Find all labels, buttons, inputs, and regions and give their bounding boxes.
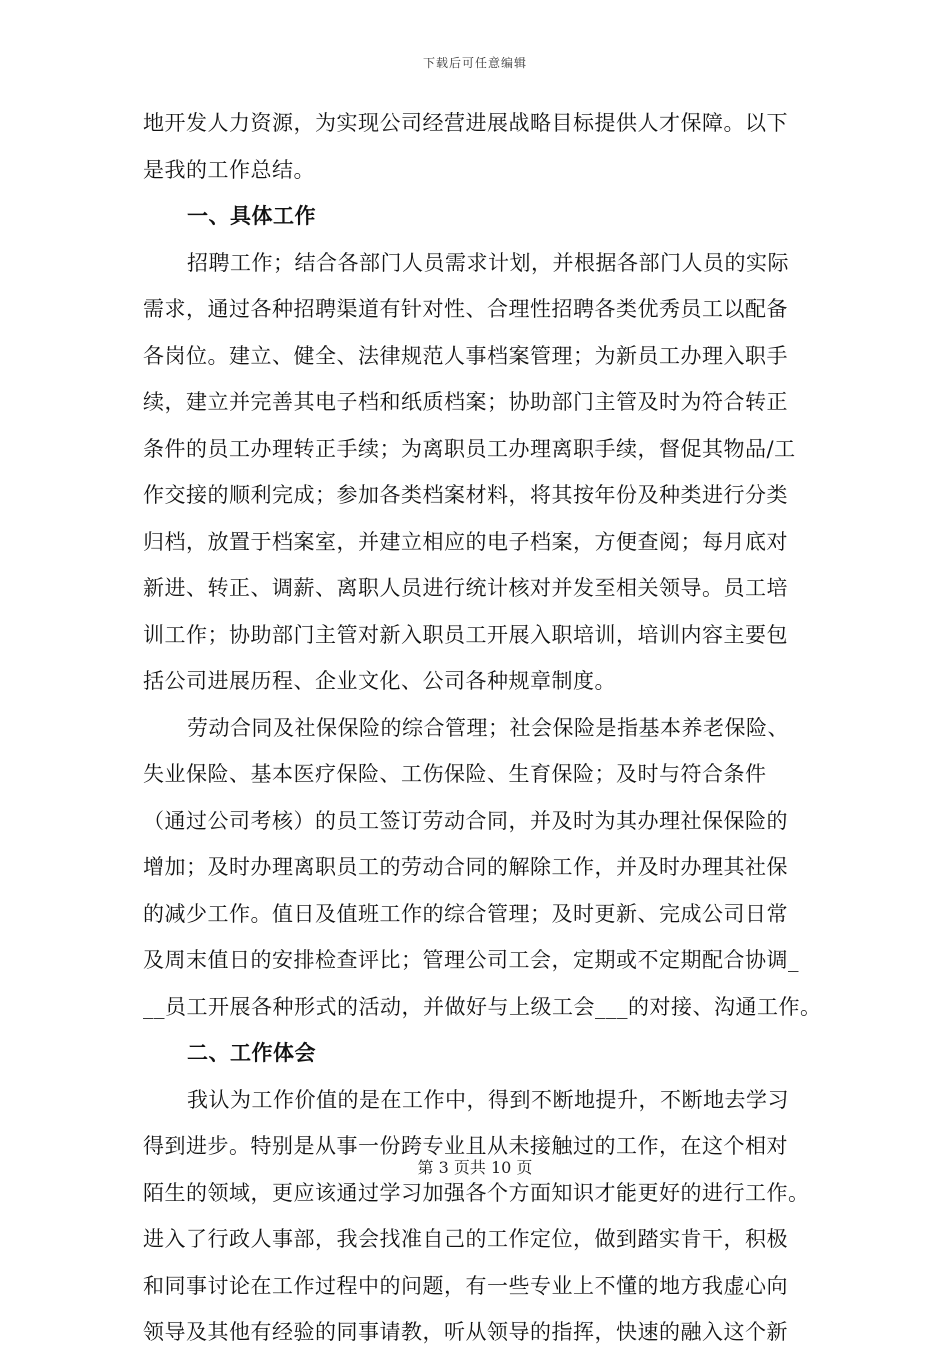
body-text-line: 失业保险、基本医疗保险、工伤保险、生育保险；及时与符合条件 <box>143 762 767 786</box>
body-text-line: 得到进步。特别是从事一份跨专业且从未接触过的工作，在这个相对 <box>143 1134 788 1158</box>
page-footer: 第 3 页共 10 页 <box>417 1158 533 1177</box>
body-text-line: 作交接的顺利完成；参加各类档案材料，将其按年份及种类进行分类 <box>143 483 788 507</box>
body-text-line: 括公司进展历程、企业文化、公司各种规章制度。 <box>143 669 616 693</box>
section-heading: 一、具体工作 <box>187 203 316 228</box>
body-text-line: 归档，放置于档案室，并建立相应的电子档案，方便查阅；每月底对 <box>143 529 788 554</box>
body-text-line: 训工作；协助部门主管对新入职员工开展入职培训，培训内容主要包 <box>143 622 788 647</box>
body-text-line: 地开发人力资源，为实现公司经营进展战略目标提供人才保障。以下 <box>143 111 788 135</box>
body-text-line: 领导及其他有经验的同事请教，听从领导的指挥，快速的融入这个新 <box>143 1320 788 1344</box>
body-text-line: 及周末值日的安排检查评比；管理公司工会，定期或不定期配合协调_ <box>143 948 799 972</box>
body-text-line: 增加；及时办理离职员工的劳动合同的解除工作，并及时办理其社保 <box>143 855 788 879</box>
body-text-line: 和同事讨论在工作过程中的问题，有一些专业上不懂的地方我虚心向 <box>143 1273 788 1298</box>
body-text-line: __员工开展各种形式的活动，并做好与上级工会___的对接、沟通工作。 <box>143 994 822 1019</box>
body-text-line: 新进、转正、调薪、离职人员进行统计核对并发至相关领导。员工培 <box>143 576 788 600</box>
body-text-line: 招聘工作；结合各部门人员需求计划，并根据各部门人员的实际 <box>187 250 789 275</box>
page-header-note: 下载后可任意编辑 <box>422 56 527 70</box>
body-text-line: 需求，通过各种招聘渠道有针对性、合理性招聘各类优秀员工以配备 <box>143 297 788 321</box>
body-text-line: 我认为工作价值的是在工作中，得到不断地提升，不断地去学习 <box>187 1087 789 1112</box>
section-heading: 二、工作体会 <box>187 1040 316 1065</box>
body-text-line: 条件的员工办理转正手续；为离职员工办理离职手续，督促其物品/工 <box>143 436 796 461</box>
body-text-line: 的减少工作。值日及值班工作的综合管理；及时更新、完成公司日常 <box>143 901 788 926</box>
body-text-line: 进入了行政人事部，我会找准自己的工作定位，做到踏实肯干，积极 <box>143 1227 788 1251</box>
body-text-line: 陌生的领域，更应该通过学习加强各个方面知识才能更好的进行工作。 <box>143 1180 810 1205</box>
body-text-line: 各岗位。建立、健全、法律规范人事档案管理；为新员工办理入职手 <box>143 343 788 368</box>
body-text-line: 劳动合同及社保保险的综合管理；社会保险是指基本养老保险、 <box>187 715 789 740</box>
body-text-line: 续，建立并完善其电子档和纸质档案；协助部门主管及时为符合转正 <box>143 390 788 414</box>
body-text-line: （通过公司考核）的员工签订劳动合同，并及时为其办理社保保险的 <box>143 808 788 833</box>
body-text-line: 是我的工作总结。 <box>143 157 315 182</box>
